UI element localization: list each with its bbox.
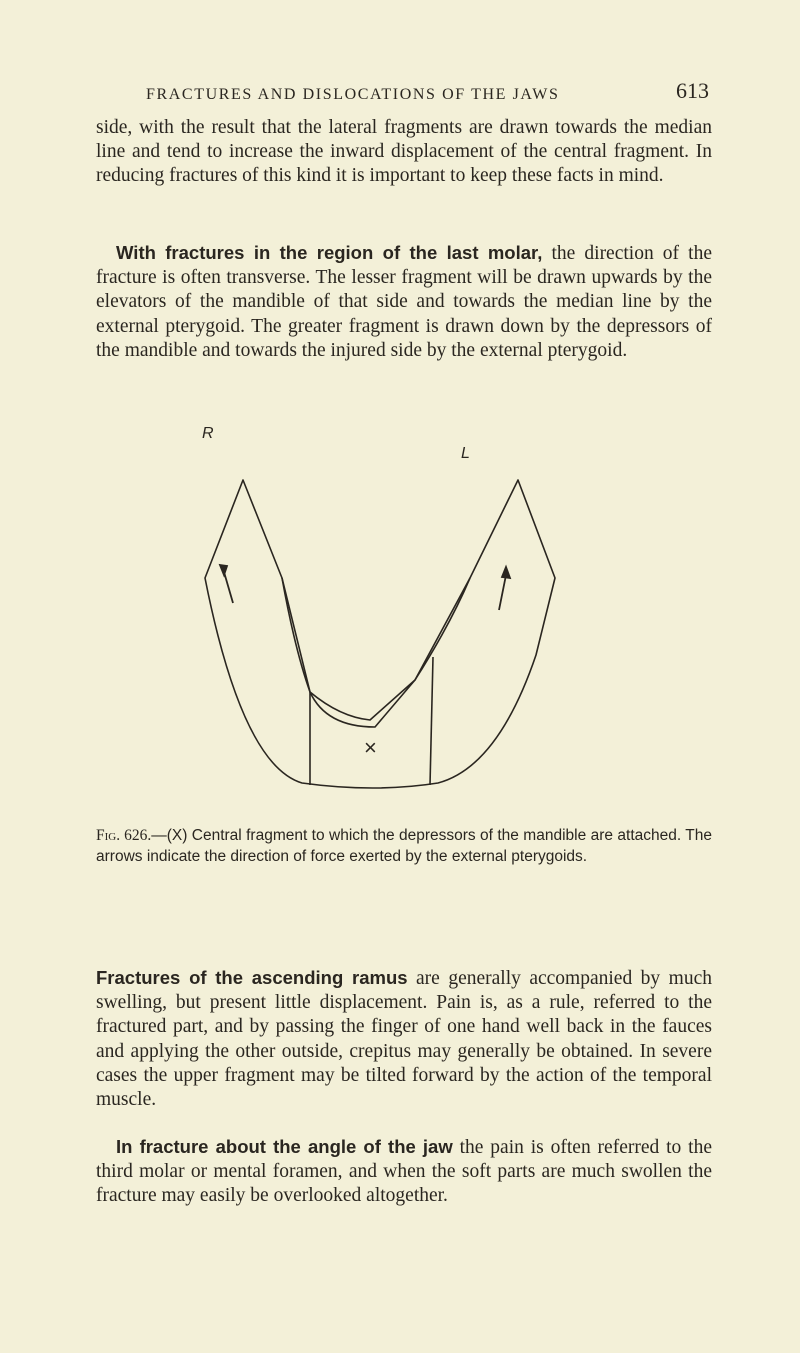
caption-text: —(X) Central fragment to which the depressors of the mandible are attached. The arrows indicate the direction of force exerted by the external pterygoids. bbox=[96, 827, 712, 865]
label-left: L bbox=[461, 445, 470, 462]
mandible-fracture-figure bbox=[150, 395, 590, 825]
running-title: FRACTURES AND DISLOCATIONS OF THE JAWS bbox=[146, 86, 560, 103]
paragraph-2 bbox=[96, 241, 712, 363]
caption-figure-number: Fig. 626. bbox=[96, 827, 152, 844]
label-center-fragment: × bbox=[364, 735, 377, 760]
paragraph-4-text: the pain is often referred to the third molar or mental foramen, and when the soft parts are much swollen the fracture may easily be overlooked altogether. bbox=[96, 1137, 712, 1207]
figure-caption bbox=[96, 826, 712, 867]
paragraph-3 bbox=[96, 966, 712, 1112]
paragraph-3-text: are generally accompanied by much swelling, but present little displacement. Pain is, as a rule, referred to the fractured part, and by passing the finger of one hand well back in the fauces and applying the other outside, crepitus may generally be obtained. In severe cases the upper fragment may be tilted forward by the action of the temporal muscle. bbox=[96, 968, 712, 1111]
arrow-left-side bbox=[499, 567, 510, 610]
mandible-diagram bbox=[150, 395, 590, 825]
paragraph-2-text: the direction of the fracture is often transverse. The lesser fragment will be drawn upwards by the elevators of the mandible of that side and towards the median line by the external pterygoid. The greater fragment is drawn down by the depressors of the mandible and towards the injured side by the external pterygoid. bbox=[96, 243, 712, 361]
paragraph-4-lead: In fracture about the angle of the jaw bbox=[116, 1136, 453, 1157]
paragraph-2-lead: With fractures in the region of the last molar, bbox=[116, 242, 543, 263]
arrow-right-side bbox=[220, 565, 233, 603]
mandible-outer-outline bbox=[205, 480, 555, 788]
page-number: 613 bbox=[676, 78, 709, 103]
label-right: R bbox=[202, 425, 214, 442]
fracture-line-right bbox=[430, 657, 433, 785]
paragraph-4 bbox=[96, 1135, 712, 1209]
paragraph-3-lead: Fractures of the ascending ramus bbox=[96, 967, 408, 988]
paragraph-1: side, with the result that the lateral fragments are drawn towards the median line and tend to increase the inward displacement of the central fragment. In reducing fractures of this kind it is important to keep these facts in mind. bbox=[96, 117, 712, 187]
